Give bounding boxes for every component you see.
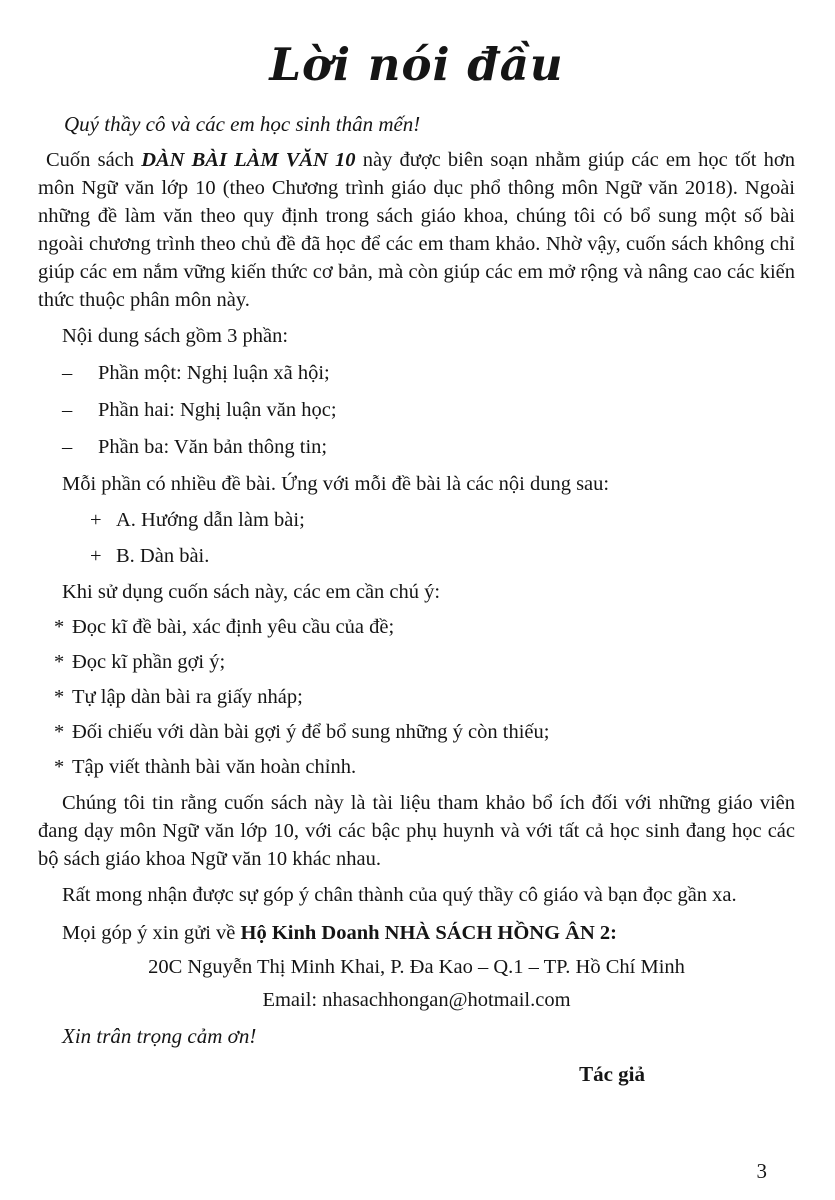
contact-line (38, 919, 795, 947)
dash-marker: – (62, 398, 73, 421)
note-label: Đối chiếu với dàn bài gợi ý để bổ sung những ý còn thiếu; (72, 720, 550, 743)
email-line: Email: nhasachhongan@hotmail.com (262, 988, 571, 1011)
star-marker: * (54, 650, 65, 673)
intro-text-pre: Cuốn sách (46, 148, 142, 171)
closing-paragraph: Chúng tôi tin rằng cuốn sách này là tài liệu tham khảo bổ ích đối với những giáo viên đang dạy môn Ngữ văn lớp 10, với các bậc phụ huynh và với tất cả học sinh đang học các bộ sách giáo khoa Ngữ văn 10 khác nhau. (38, 791, 795, 870)
author-signature: Tác giả (579, 1061, 645, 1086)
page-number: 3 (756, 1159, 767, 1183)
star-marker: * (54, 755, 65, 778)
publisher-name: Hộ Kinh Doanh NHÀ SÁCH HỒNG ÂN 2: (240, 921, 617, 944)
part-label: Phần một: Nghị luận xã hội; (98, 361, 330, 384)
part-label: Phần ba: Văn bản thông tin; (98, 435, 328, 458)
part-label: Phần hai: Nghị luận văn học; (98, 398, 337, 421)
contents-intro: Nội dung sách gồm 3 phần: (62, 324, 289, 347)
greeting-line: Quý thầy cô và các em học sinh thân mến! (64, 111, 421, 136)
note-item (38, 753, 795, 781)
star-marker: * (54, 685, 65, 708)
note-label: Đọc kĩ đề bài, xác định yêu cầu của đề; (72, 615, 395, 638)
detail-label: B. Dàn bài. (116, 544, 210, 567)
part-list-item (38, 396, 795, 424)
note-item (38, 683, 795, 711)
per-part-intro: Mỗi phần có nhiều đề bài. Ứng với mỗi đề bài là các nội dung sau: (62, 472, 610, 495)
part-list-item (38, 359, 795, 387)
dash-marker: – (62, 361, 73, 384)
plus-marker: + (90, 544, 102, 567)
note-label: Đọc kĩ phần gợi ý; (72, 650, 226, 673)
contact-text-pre: Mọi góp ý xin gửi về (62, 921, 241, 944)
note-label: Tự lập dàn bài ra giấy nháp; (72, 685, 303, 708)
usage-intro: Khi sử dụng cuốn sách này, các em cần chú ý: (62, 580, 441, 603)
address-line: 20C Nguyễn Thị Minh Khai, P. Đa Kao – Q.1 – TP. Hồ Chí Minh (148, 955, 685, 978)
detail-item (38, 542, 795, 570)
note-item (38, 648, 795, 676)
note-item (38, 613, 795, 641)
intro-paragraph (38, 146, 795, 314)
plus-marker: + (90, 508, 102, 531)
detail-label: A. Hướng dẫn làm bài; (116, 508, 305, 531)
star-marker: * (54, 615, 65, 638)
star-marker: * (54, 720, 65, 743)
feedback-paragraph: Rất mong nhận được sự góp ý chân thành của quý thầy cô giáo và bạn đọc gần xa. (62, 883, 737, 906)
note-label: Tập viết thành bài văn hoàn chỉnh. (72, 755, 357, 778)
dash-marker: – (62, 435, 73, 458)
detail-item (38, 506, 795, 534)
part-list-item (38, 433, 795, 461)
thanks-line: Xin trân trọng cảm ơn! (62, 1023, 257, 1048)
intro-text-post: này được biên soạn nhằm giúp các em học tốt hơn môn Ngữ văn lớp 10 (theo Chương trình giáo dục phổ thông môn Ngữ văn 2018). Ngoài những đề làm văn theo quy định trong sách giáo khoa, chúng tôi có bổ sung một số bài ngoài chương trình theo chủ đề đã học để các em tham khảo. Nhờ vậy, cuốn sách không chỉ giúp các em nắm vững kiến thức cơ bản, mà còn giúp các em mở rộng và nâng cao các kiến thức thuộc phân môn này. (38, 148, 796, 311)
page-title: Lời nói đầu (269, 38, 564, 91)
book-title-inline: DÀN BÀI LÀM VĂN 10 (141, 148, 356, 171)
note-item (38, 718, 795, 746)
